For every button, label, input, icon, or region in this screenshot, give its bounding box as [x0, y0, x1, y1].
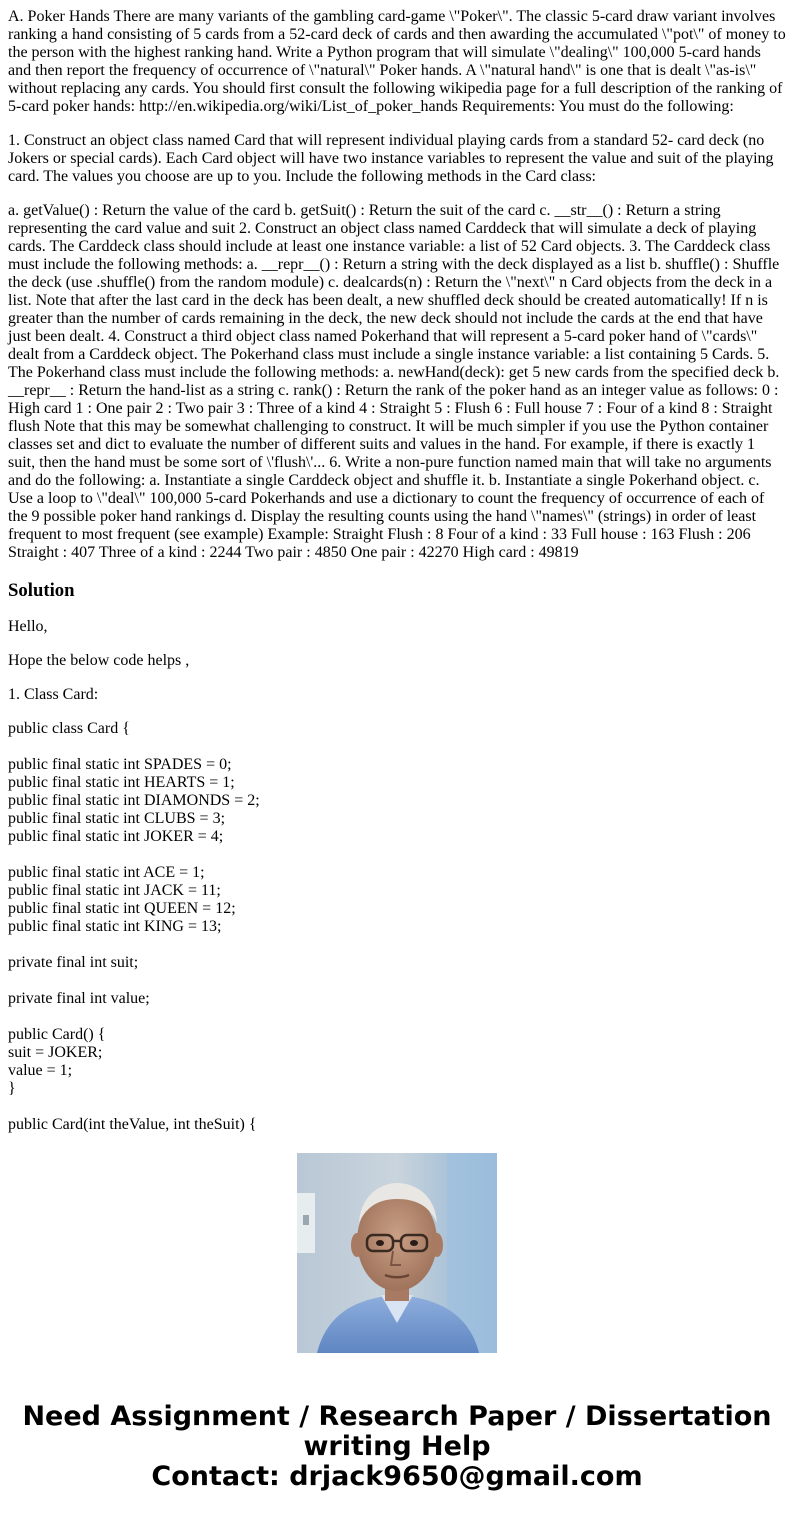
code-line: public final static int HEARTS = 1; — [8, 774, 235, 791]
footer-line-1: Need Assignment / Research Paper / Dissertation — [22, 1401, 772, 1432]
code-line: public final static int CLUBS = 3; — [8, 810, 226, 827]
code-line: private final int suit; — [8, 954, 139, 971]
code-line: public final static int SPADES = 0; — [8, 756, 232, 773]
code-line: public final static int ACE = 1; — [8, 864, 205, 881]
code-line: value = 1; — [8, 1062, 73, 1079]
code-block-param-constructor — [8, 1116, 786, 1134]
code-line: suit = JOKER; — [8, 1044, 103, 1061]
code-line: public Card() { — [8, 1026, 106, 1043]
code-block-suit-field — [8, 954, 786, 972]
code-line: public final static int KING = 13; — [8, 918, 222, 935]
author-avatar — [297, 1153, 497, 1353]
code-block-value-constants — [8, 864, 786, 936]
code-line: public class Card { — [8, 720, 130, 737]
avatar-portrait-image — [297, 1153, 497, 1353]
code-line: public final static int QUEEN = 12; — [8, 900, 236, 917]
solution-heading: Solution — [8, 580, 75, 601]
code-block-value-field — [8, 990, 786, 1008]
code-line: } — [8, 1080, 16, 1097]
code-line: public Card(int theValue, int theSuit) { — [8, 1116, 257, 1133]
footer-contact-email: Contact: drjack9650@gmail.com — [151, 1461, 643, 1492]
contact-footer — [0, 1402, 794, 1492]
code-line: private final int value; — [8, 990, 150, 1007]
code-block-suit-constants — [8, 756, 786, 846]
solution-section-label: 1. Class Card: — [8, 686, 99, 703]
code-line: public final static int JOKER = 4; — [8, 828, 224, 845]
code-line: public final static int JACK = 11; — [8, 882, 221, 899]
code-listing — [8, 720, 786, 1134]
solution-intro: Hope the below code helps , — [8, 652, 190, 669]
question-paragraph-requirements: a. getValue() : Return the value of the card b. getSuit() : Return the suit of the card c. __str__() : Return a string representing the card value and suit 2. Construct an object class named Carddeck that will simulate a deck of playing cards. The Carddeck class should include at least one instance variable: a list of 52 Card objects. 3. The Carddeck class must include the following methods: a. __repr__() : Return a string with the deck displayed as a list b. shuffle() : Shuffle the deck (use .shuffle() from the random module) c. dealcards(n) : Return the \"next\" n Card objects from the deck in a list. Note that after the last card in the deck has been dealt, a new shuffled deck should be created automatically! If n is greater than the number of cards remaining in the deck, the new deck should not include the cards at the end that have just been dealt. 4. Construct a third object class named Pokerhand that will represent a 5-card poker hand of \"cards\" dealt from a Carddeck object. The Pokerhand class must include a single instance variable: a list containing 5 Cards. 5. The Pokerhand class must include the following methods: a. newHand(deck): get 5 new cards from the specified deck b. __repr__ : Return the hand-list as a string c. rank() : Return the rank of the poker hand as an integer value as follows: 0 : High card 1 : One pair 2 : Two pair 3 : Three of a kind 4 : Straight 5 : Flush 6 : Full house 7 : Four of a kind 8 : Straight flush Note that this may be somewhat challenging to construct. It will be much simpler if you use the Python container classes set and dict to evaluate the number of different suits and values in the hand. For example, if there is exactly 1 suit, then the hand must be some sort of \'flush\'... 6. Write a non-pure function named main that will take no arguments and do the following: a. Instantiate a single Carddeck object and shuffle it. b. Instantiate a single Pokerhand object. c. Use a loop to \"deal\" 100,000 5-card Pokerhands and use a dictionary to count the frequency of occurrence of each of the 9 possible poker hand rankings d. Display the resulting counts using the hand \"names\" (strings) in order of least frequent to most frequent (see example) Example: Straight Flush : 8 Four of a kind : 33 Full house : 163 Flush : 206 Straight : 407 Three of a kind : 2244 Two pair : 4850 One pair : 42270 High card : 49819 — [8, 202, 780, 561]
question-paragraph-card-class: 1. Construct an object class named Card that will represent individual playing cards from a standard 52- card deck (no Jokers or special cards). Each Card object will have two instance variables to represent the value and suit of the playing card. The values you choose are up to you. Include the following methods in the Card class: — [8, 132, 774, 185]
solution-greeting: Hello, — [8, 618, 48, 635]
code-line: public final static int DIAMONDS = 2; — [8, 792, 260, 809]
document-content — [8, 0, 786, 1133]
question-paragraph-intro: A. Poker Hands There are many variants of the gambling card-game \"Poker\". The classic 5-card draw variant involves ranking a hand consisting of 5 cards from a 52-card deck of cards and then awarding the accumulated \"pot\" of money to the person with the highest ranking hand. Write a Python program that will simulate \"dealing\" 100,000 5-card hands and then report the frequency of occurrence of \"natural\" Poker hands. A \"natural hand\" is one that is dealt \"as-is\" without replacing any cards. You should first consult the following wikipedia page for a full description of the ranking of 5-card poker hands: http://en.wikipedia.org/wiki/List_of_poker_hands Requirements: You must do the following: — [8, 8, 786, 115]
code-block-class-open — [8, 720, 786, 738]
footer-line-2: writing Help — [303, 1431, 491, 1462]
code-block-default-constructor — [8, 1026, 786, 1098]
